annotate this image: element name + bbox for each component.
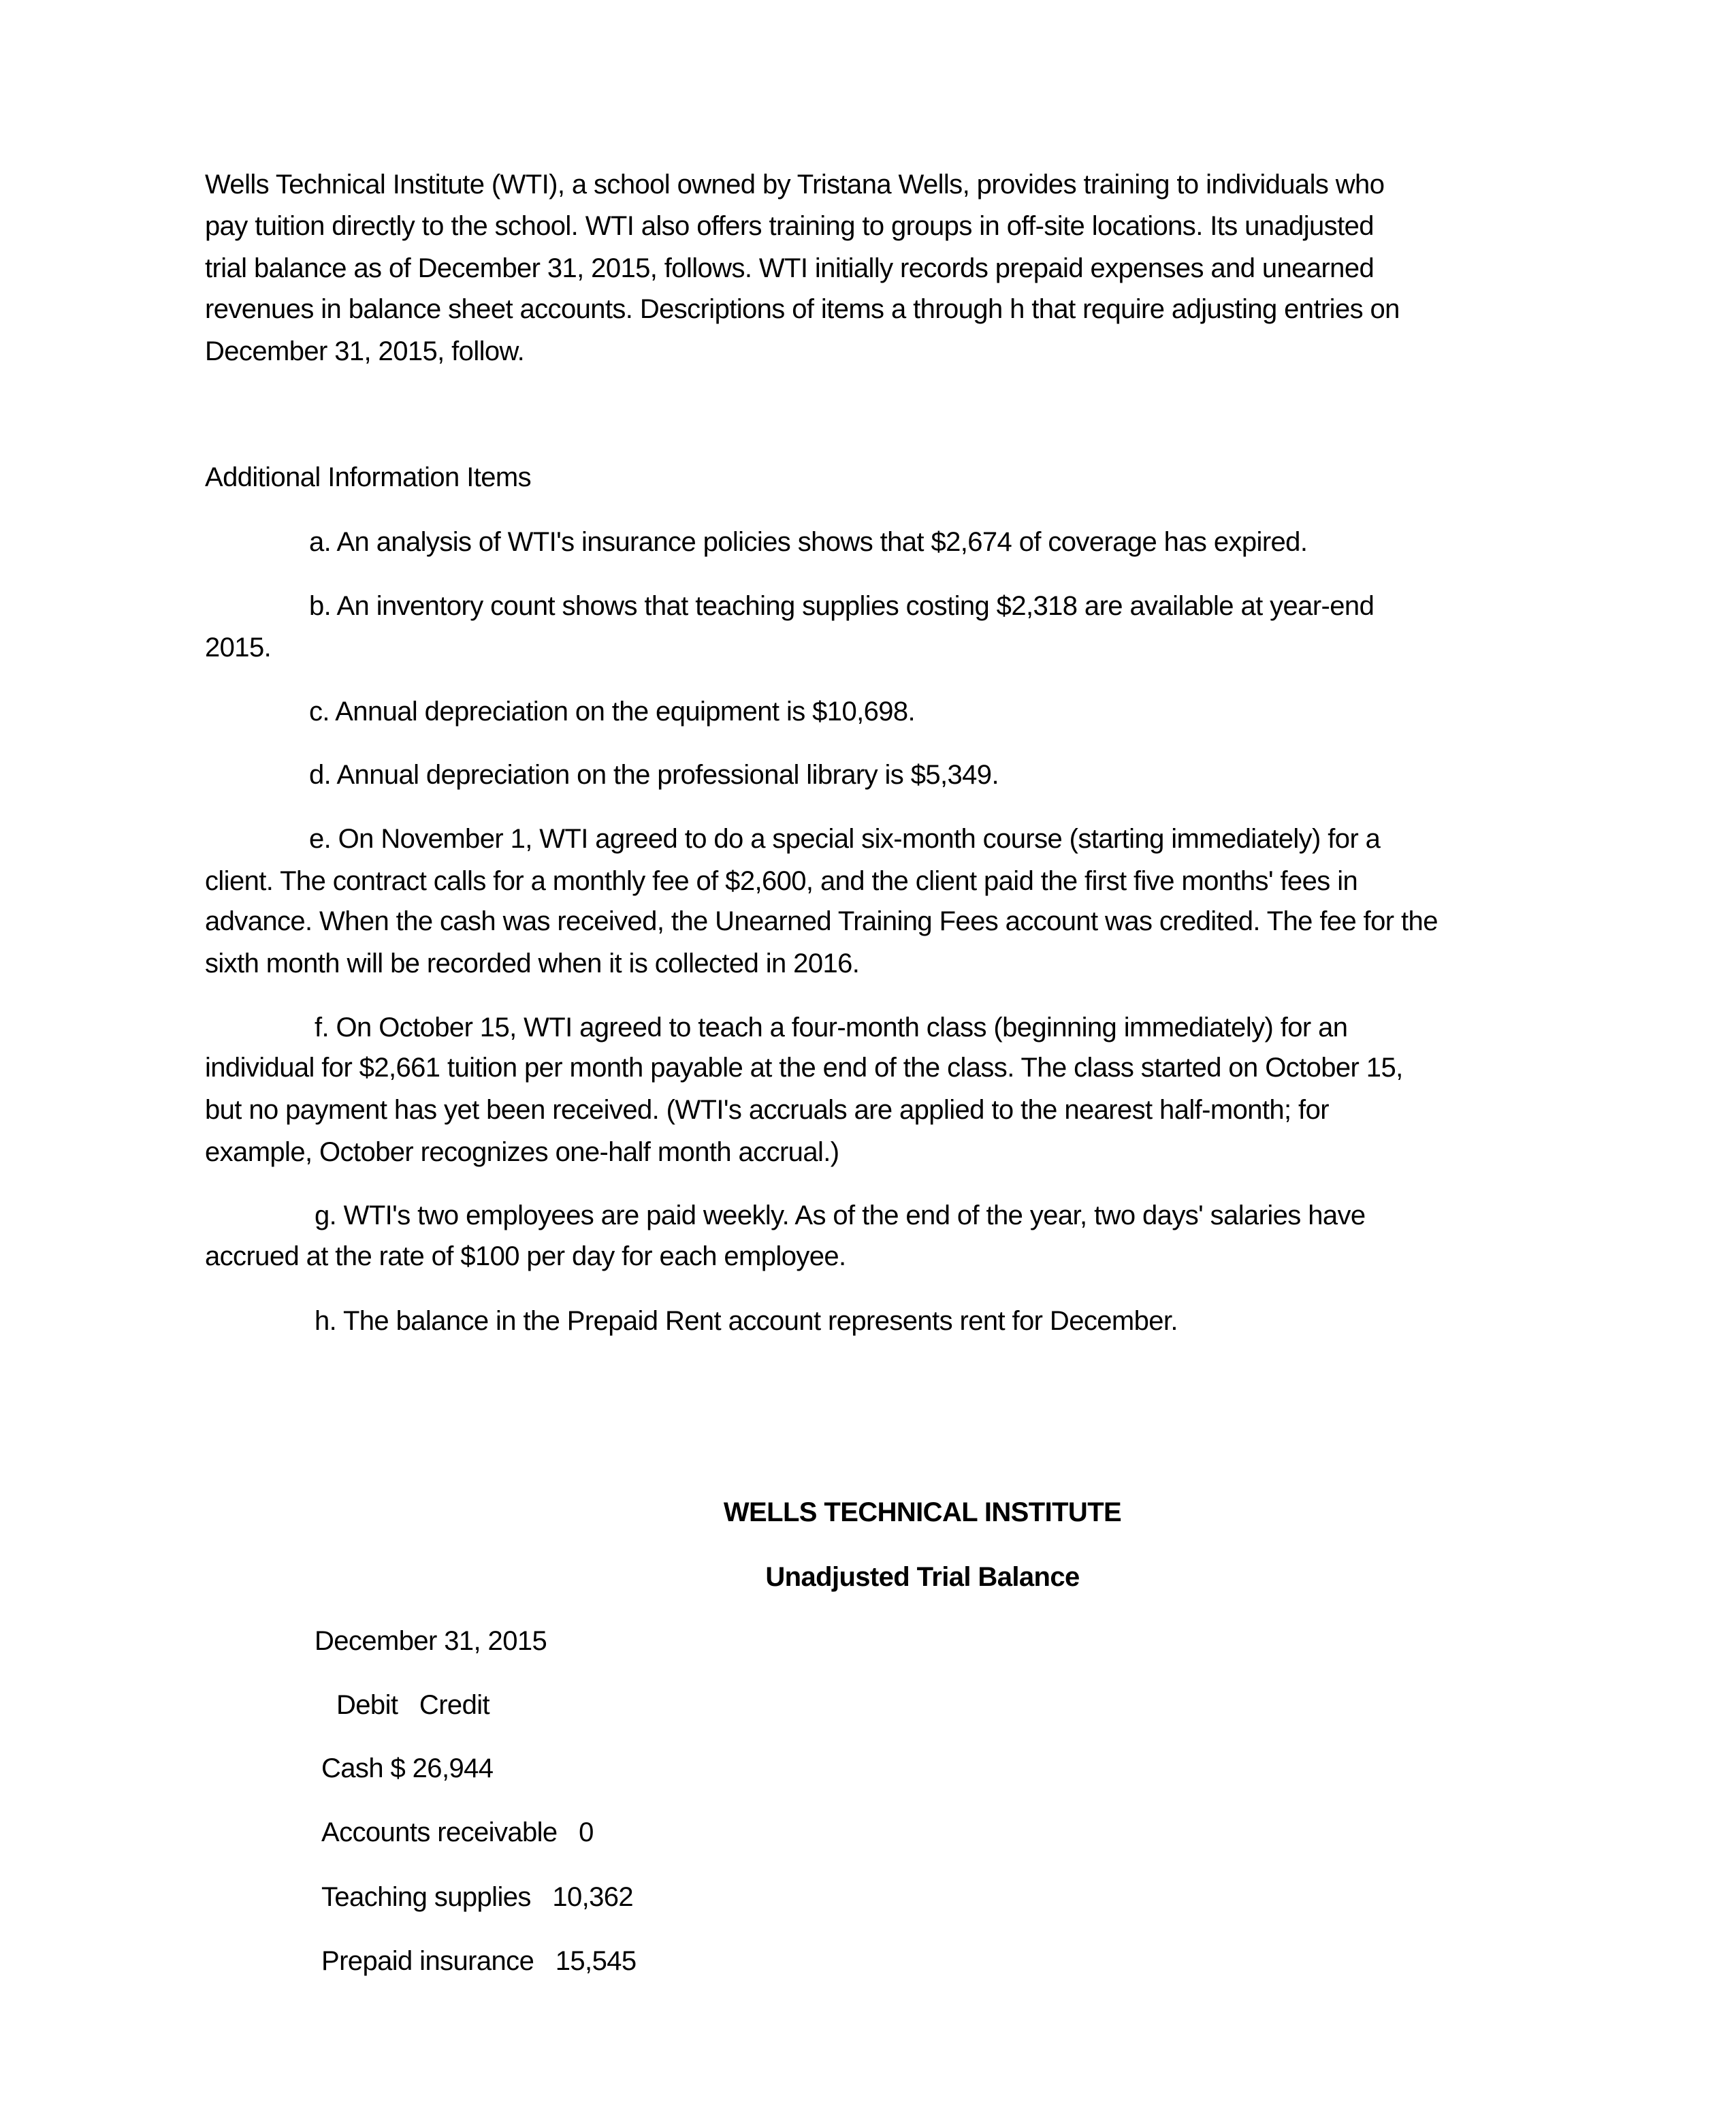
item-line: g. WTI's two employees are paid weekly. As of the end of the year, two days' salaries have	[315, 1200, 1366, 1230]
intro-line: revenues in balance sheet accounts. Descriptions of items a through h that require adjusting entries on	[205, 294, 1400, 324]
item-line: advance. When the cash was received, the Unearned Training Fees account was credited. The fee for the	[205, 906, 1438, 936]
intro-line: Wells Technical Institute (WTI), a school owned by Tristana Wells, provides training to individuals who	[205, 170, 1385, 200]
table-row: Accounts receivable 0	[321, 1817, 594, 1847]
trial-balance-date: December 31, 2015	[315, 1626, 547, 1656]
table-row: Prepaid insurance 15,545	[321, 1946, 637, 1976]
item-line: h. The balance in the Prepaid Rent account represents rent for December.	[315, 1306, 1178, 1336]
item-line: 2015.	[205, 633, 272, 663]
item-line: d. Annual depreciation on the professional library is $5,349.	[309, 760, 999, 790]
item-line: client. The contract calls for a monthly fee of $2,600, and the client paid the first five months' fees in	[205, 866, 1358, 896]
table-row: Teaching supplies 10,362	[321, 1882, 634, 1912]
item-line: f. On October 15, WTI agreed to teach a four-month class (beginning immediately) for an	[315, 1013, 1348, 1042]
table-row: Cash $ 26,944	[321, 1753, 494, 1783]
item-line: individual for $2,661 tuition per month payable at the end of the class. The class started on October 15,	[205, 1053, 1403, 1083]
item-line: accrued at the rate of $100 per day for each employee.	[205, 1241, 846, 1271]
item-line: but no payment has yet been received. (WTI's accruals are applied to the nearest half-month; for	[205, 1095, 1329, 1125]
item-line: example, October recognizes one-half month accrual.)	[205, 1137, 839, 1167]
additional-info-heading: Additional Information Items	[205, 462, 532, 492]
item-line: a. An analysis of WTI's insurance policies shows that $2,674 of coverage has expired.	[309, 527, 1308, 557]
item-line: c. Annual depreciation on the equipment is $10,698.	[309, 697, 916, 727]
intro-line: pay tuition directly to the school. WTI also offers training to groups in off-site locations. Its unadjusted	[205, 211, 1374, 241]
company-name: WELLS TECHNICAL INSTITUTE	[723, 1497, 1122, 1527]
item-line: sixth month will be recorded when it is collected in 2016.	[205, 949, 860, 978]
intro-line: December 31, 2015, follow.	[205, 336, 525, 366]
trial-balance-title: Unadjusted Trial Balance	[765, 1562, 1080, 1592]
item-line: e. On November 1, WTI agreed to do a special six-month course (starting immediately) for a	[309, 824, 1381, 854]
column-headers: Debit Credit	[336, 1690, 490, 1720]
intro-line: trial balance as of December 31, 2015, follows. WTI initially records prepaid expenses and unearned	[205, 253, 1375, 283]
item-line: b. An inventory count shows that teaching supplies costing $2,318 are available at year-end	[309, 591, 1375, 621]
